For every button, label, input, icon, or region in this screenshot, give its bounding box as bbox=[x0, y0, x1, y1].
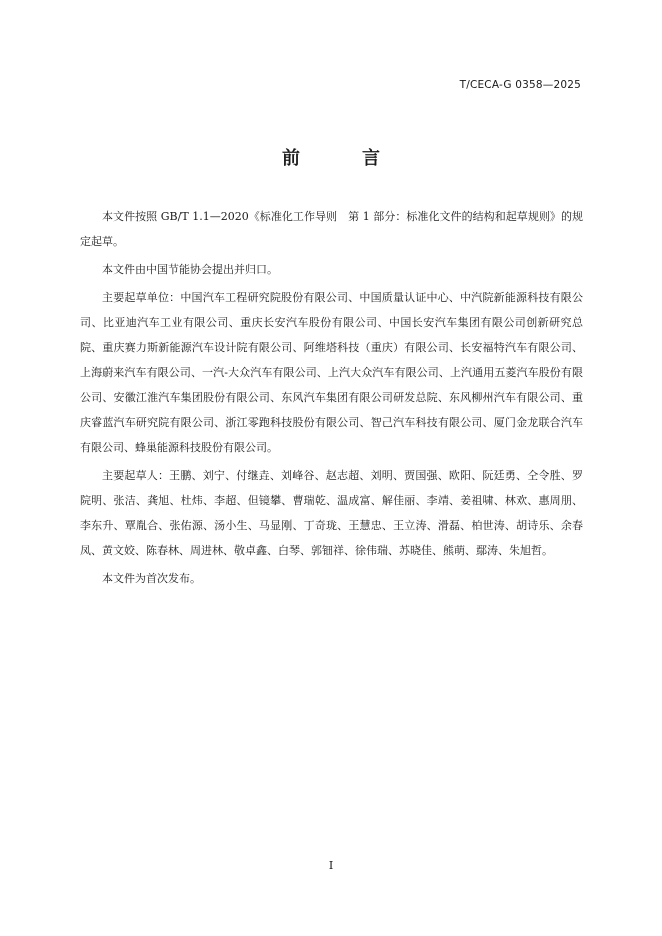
page-number: I bbox=[328, 859, 334, 872]
paragraph-first-release: 本文件为首次发布。 bbox=[102, 572, 201, 585]
page-title: 前 言 bbox=[282, 148, 402, 169]
paragraph-drafters: 主要起草人：王鹏、刘宁、付继垚、刘峰谷、赵志超、刘明、贾国强、欧阳、阮廷勇、仝令胜、罗院明、张洁、龚旭、杜炜、李超、但镜攀、曹瑞乾、温成富、解佳丽、李靖、姜祖啸、林欢、惠周朋、李东升、覃胤合、张佑源、汤小生、马显刚、丁奇珑、王慧忠、王立涛、滑磊、柏世涛、胡诗乐、余春凤、黄文姣、陈春林、周进林、敬卓鑫、白琴、郭钿祥、徐伟瑞、苏晓佳、熊萌、鄢涛、朱旭哲。 bbox=[80, 469, 583, 557]
document-code: T/CECA-G 0358—2025 bbox=[459, 79, 581, 91]
paragraph-drafting-rules: 本文件按照 GB/T 1.1—2020《标准化工作导则 第 1 部分：标准化文件的结构和起草规则》的规定起草。 bbox=[80, 210, 583, 248]
paragraph-drafting-units: 主要起草单位：中国汽车工程研究院股份有限公司、中国质量认证中心、中汽院新能源科技有限公司、比亚迪汽车工业有限公司、重庆长安汽车股份有限公司、中国长安汽车集团有限公司创新研究总院、重庆赛力斯新能源汽车设计院有限公司、阿维塔科技（重庆）有限公司、长安福特汽车有限公司、上海蔚来汽车有限公司、一汽-大众汽车有限公司、上汽大众汽车有限公司、上汽通用五菱汽车股份有限公司、安徽江淮汽车集团股份有限公司、东风汽车集团有限公司研发总院、东风柳州汽车有限公司、重庆睿蓝汽车研究院有限公司、浙江零跑科技股份有限公司、智己汽车科技有限公司、厦门金龙联合汽车有限公司、蜂巢能源科技股份有限公司。 bbox=[80, 291, 583, 454]
paragraph-proposer: 本文件由中国节能协会提出并归口。 bbox=[102, 263, 278, 276]
foreword-body bbox=[80, 204, 583, 594]
